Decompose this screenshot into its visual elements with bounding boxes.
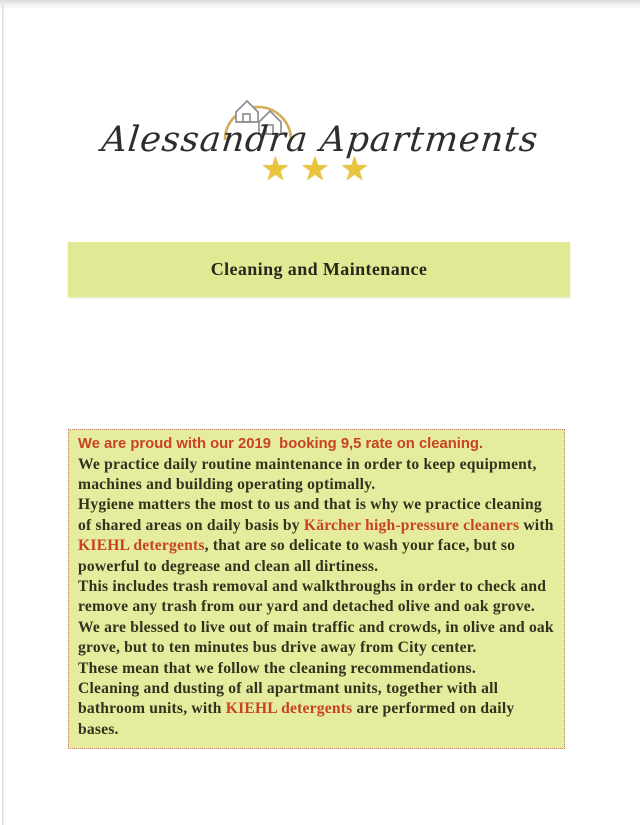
highlighted-term: KIEHL detergents [225, 700, 353, 718]
section-title: Cleaning and Maintenance [210, 259, 428, 279]
paragraph: These mean that we follow the cleaning recommendations. [78, 659, 476, 677]
star-icon: ★ [339, 152, 380, 188]
section-banner [68, 242, 570, 297]
highlighted-term: KIEHL detergents [78, 537, 205, 555]
paragraph: Cleaning and dusting of all apartmant units, together with all bathroom units, with KIEHL detergents are performed on daily bases. [78, 679, 515, 738]
content-paragraphs [78, 455, 555, 741]
scan-top-edge [0, 0, 640, 10]
lead-sentence: We are proud with our 2019 booking 9,5 rate on cleaning. [78, 436, 484, 452]
cleaning-info-box [68, 429, 565, 749]
paragraph: We are blessed to live out of main traffic and crowds, in olive and oak grove, but to ten minutes bus drive away from City center. [78, 618, 554, 657]
paragraph: This includes trash removal and walkthroughs in order to check and remove any trash from our yard and detached olive and oak grove. [78, 577, 547, 616]
paragraph: We practice daily routine maintenance in order to keep equipment, machines and building operating optimally. [78, 455, 537, 493]
brand-name: Alessandra Apartments [99, 120, 541, 160]
highlighted-term: Kärcher high-pressure cleaners [303, 516, 520, 534]
star-rating [0, 150, 640, 190]
paragraph: Hygiene matters the most to us and that is why we practice cleaning of shared areas on daily basis by Kärcher high-pressure cleaners with KIEHL detergents, that are so delicate to wash your face, but so powerful to degrease and clean all dirtiness. [78, 496, 554, 575]
star-icon: ★ [260, 152, 301, 188]
star-icon: ★ [300, 152, 340, 188]
